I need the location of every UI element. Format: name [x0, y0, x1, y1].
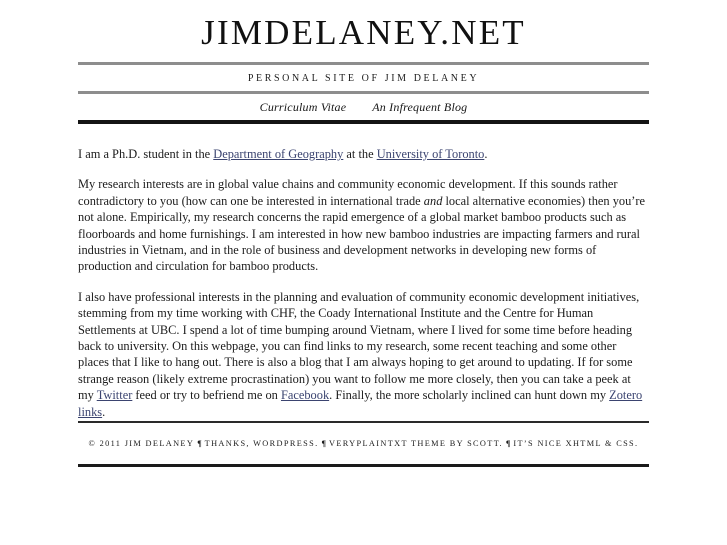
site-description: PERSONAL SITE OF JIM DELANEY	[247, 73, 480, 84]
site-footer	[78, 431, 649, 456]
nav-item-an-infrequent-blog[interactable]: An Infrequent Blog	[372, 100, 468, 114]
link-facebook[interactable]: Facebook	[280, 388, 330, 403]
intro-paragraph	[78, 146, 649, 162]
footer-credit-standards: IT’S NICE XHTML & CSS.	[513, 439, 639, 448]
footer-copyright: © 2011 JIM DELANEY	[88, 439, 195, 448]
site-header	[78, 12, 649, 124]
intro-text-before-department-link: I am a Ph.D. student in the	[78, 147, 214, 161]
main-content	[78, 124, 649, 420]
footer-credit-wordpress: THANKS, WORDPRESS.	[204, 439, 319, 448]
professional-text-between-facebook-and-zotero: . Finally, the more scholarly inclined can hunt down my	[329, 388, 610, 403]
research-paragraph	[78, 176, 649, 274]
research-text-after-emphasis: local alternative economies) then you’re not alone. Empirically, my research concerns the rapid emergence of a global market bamboo products such as floorboards and home furnishings. I am interested in how new bamboo industries are impacting farmers and rural industries in Vietnam, and in the role of business and development networks in developing new forms of production and circulation for bamboo products.	[78, 193, 646, 274]
footer-rule-top	[78, 421, 649, 423]
intro-text-after-links: .	[484, 147, 488, 161]
footer-separator-icon-2: ¶	[321, 439, 326, 448]
link-zotero-links[interactable]: Zotero links	[78, 388, 643, 419]
professional-text-between-twitter-and-facebook: feed or try to befriend me on	[132, 388, 281, 403]
link-university-of-toronto[interactable]: University of Toronto	[376, 147, 485, 161]
main-navigation	[78, 94, 649, 120]
professional-text-after-zotero: .	[102, 404, 106, 419]
research-emphasis-and: and	[423, 193, 443, 208]
site-title: JIMDELANEY.NET	[201, 13, 526, 52]
footer-rule-bottom	[78, 464, 649, 467]
link-twitter[interactable]: Twitter	[96, 388, 133, 403]
research-text-before-emphasis: My research interests are in global value chains and community economic development. If this sounds rather contradictory to you (how can one be interested in international trade	[78, 177, 618, 208]
footer-credit-theme: VERYPLAINTXT THEME BY SCOTT.	[328, 439, 503, 448]
footer-separator-icon-1: ¶	[197, 439, 202, 448]
professional-text-before-twitter-link: I also have professional interests in the planning and evaluation of community economic development initiatives, stemming from my time working with CHF, the Coady International Institute and the Centre for Human Settlements at UBC. I spend a lot of time bumping around Vietnam, where I lived for some time before heading back to university. On this webpage, you can find links to my research, some recent teaching and some other places that I like to hang out. There is also a blog that I am always hoping to get around to updating. If for some strange reason (likely extreme procrastination) you want to follow me more closely, then you can take a peek at my	[78, 289, 640, 403]
page-container	[78, 0, 649, 448]
footer-wrapper	[78, 413, 649, 475]
footer-separator-icon-3: ¶	[505, 439, 511, 448]
intro-text-between-links: at the	[343, 147, 377, 161]
link-department-of-geography[interactable]: Department of Geography	[213, 147, 344, 161]
nav-item-curriculum-vitae[interactable]: Curriculum Vitae	[259, 100, 347, 114]
professional-paragraph	[78, 289, 649, 420]
